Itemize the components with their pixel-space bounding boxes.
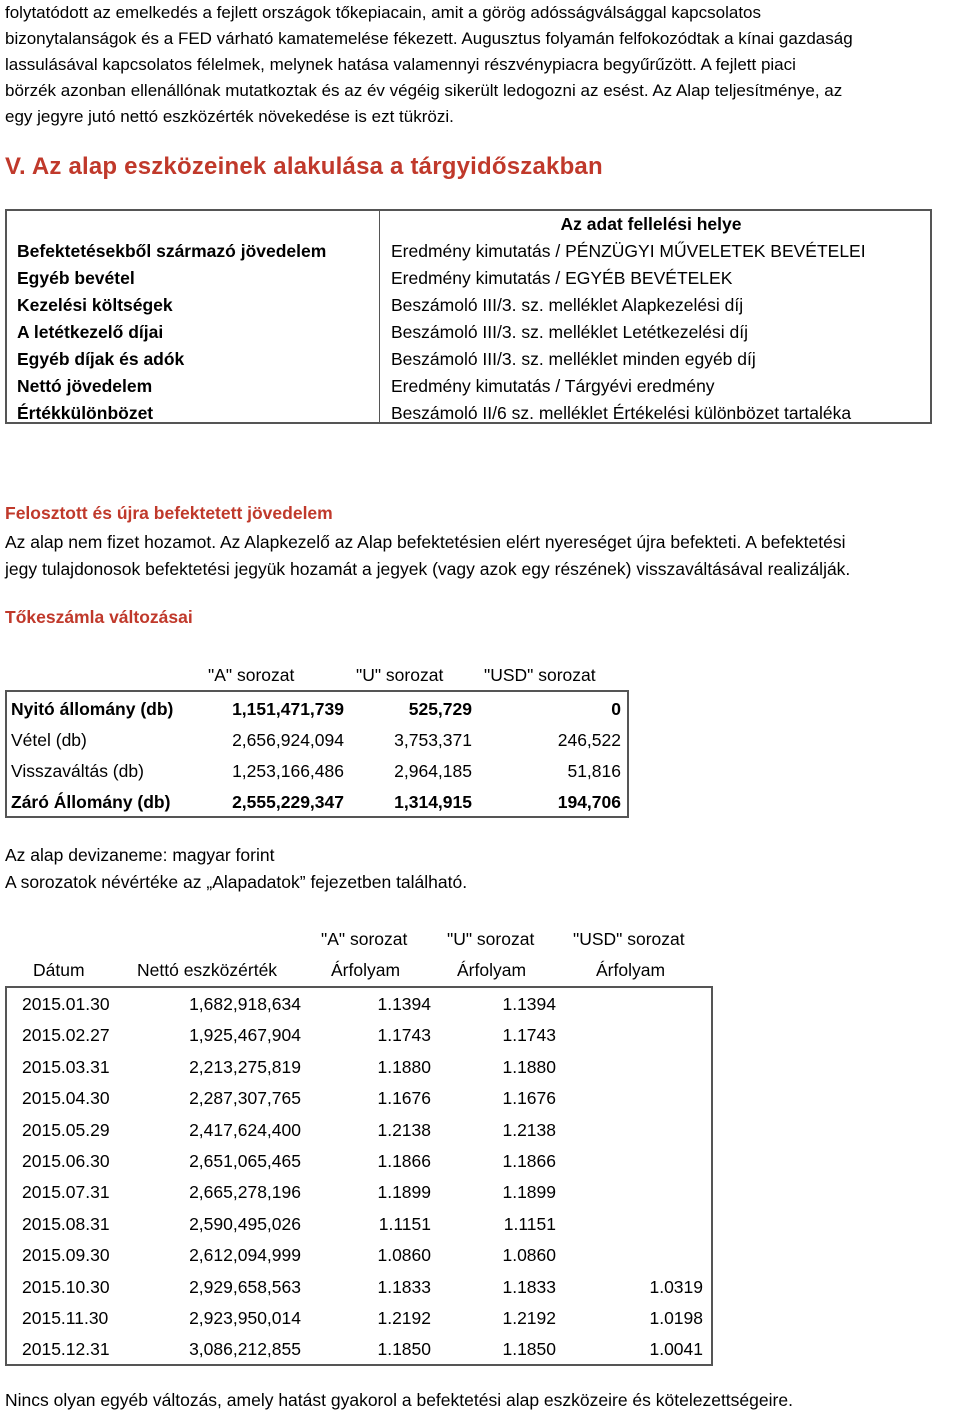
distributed-line: jegy tulajdonosok befektetési jegyük hozamát a jegyek (vagy azok egy részének) visszaváltásával realizálják. <box>5 559 851 579</box>
table-row <box>7 1115 711 1147</box>
date-cell: 2015.04.30 <box>22 1088 110 1109</box>
price-usd-cell: 1.0041 <box>649 1339 703 1360</box>
price-u-cell: 1.1899 <box>502 1182 556 1203</box>
price-a-cell: 1.2138 <box>377 1119 431 1140</box>
price-u-cell: 1.1866 <box>502 1151 556 1171</box>
table-row <box>7 756 627 787</box>
value-usd: 0 <box>611 699 621 719</box>
date-cell: 2015.07.31 <box>22 1182 110 1203</box>
distributed-heading: Felosztott és újra befektetett jövedelem <box>5 503 333 523</box>
asset-source: Beszámoló III/3. sz. melléklet Letétkezelési díj <box>391 322 748 342</box>
date-cell: 2015.10.30 <box>22 1276 110 1297</box>
nav-header-price-u: Árfolyam <box>457 960 527 980</box>
row-label: Záró Állomány (db) <box>11 792 171 812</box>
asset-source: Eredmény kimutatás / PÉNZÜGYI MŰVELETEK BEVÉTELEI <box>391 241 866 261</box>
price-a-cell: 1.0860 <box>377 1245 431 1266</box>
price-a-cell: 1.1850 <box>377 1339 431 1360</box>
asset-sources-column <box>391 211 911 427</box>
nav-cell: 2,665,278,196 <box>189 1182 301 1203</box>
nav-cell: 2,923,950,014 <box>189 1308 301 1328</box>
nav-cell: 1,682,918,634 <box>189 994 301 1014</box>
sources-header: Az adat fellelési helye <box>560 214 742 234</box>
price-u-cell: 1.2138 <box>502 1119 556 1140</box>
price-usd-cell: 1.0319 <box>649 1276 703 1297</box>
asset-item: Kezelési költségek <box>17 295 173 315</box>
table-row <box>7 694 627 725</box>
date-cell: 2015.01.30 <box>22 994 110 1014</box>
nav-header-price-a: Árfolyam <box>331 960 401 980</box>
date-cell: 2015.11.30 <box>22 1308 109 1328</box>
asset-source: Eredmény kimutatás / EGYÉB BEVÉTELEK <box>391 268 733 288</box>
nav-cell: 2,929,658,563 <box>189 1276 301 1297</box>
table-row <box>7 1020 711 1052</box>
value-a: 1,253,166,486 <box>232 761 344 781</box>
table-row <box>7 1334 711 1366</box>
asset-item: Egyéb díjak és adók <box>17 349 185 369</box>
price-a-cell: 1.1743 <box>377 1025 431 1046</box>
table-row <box>7 787 627 818</box>
value-usd: 194,706 <box>557 792 621 812</box>
nav-header-u: "U" sorozat <box>447 929 535 949</box>
table-row <box>7 1240 711 1272</box>
table-row <box>7 1303 711 1335</box>
price-u-cell: 1.1151 <box>503 1213 556 1234</box>
nav-table <box>5 986 713 1366</box>
price-a-cell: 1.1899 <box>377 1182 431 1203</box>
capital-col-usd: "USD" sorozat <box>484 665 596 685</box>
face-value-note: A sorozatok névértéke az „Alapadatok” fejezetben található. <box>5 872 468 892</box>
price-u-cell: 1.1833 <box>502 1276 556 1297</box>
value-u: 525,729 <box>408 699 472 719</box>
table-row <box>7 989 711 1021</box>
capital-heading: Tőkeszámla változásai <box>5 607 193 627</box>
value-usd: 51,816 <box>567 761 621 781</box>
intro-line: börzék azonban ellenállónak mutatkoztak és az év végéig sikerült ledogozni az esést. Az Alap teljesítménye, az <box>5 81 843 100</box>
price-a-cell: 1.2192 <box>377 1308 431 1328</box>
intro-line: bizonytalanságok és a FED várható kamatemelése fékezett. Augusztus folyamán felfokozódtak a kínai gazdaság <box>5 29 853 48</box>
date-cell: 2015.05.29 <box>22 1119 110 1140</box>
nav-header-usd: "USD" sorozat <box>573 929 685 949</box>
nav-cell: 2,213,275,819 <box>189 1056 301 1077</box>
intro-line: egy jegyre jutó nettó eszközérték növekedése is ezt tükrözi. <box>5 107 454 126</box>
asset-source-table <box>5 209 932 424</box>
asset-item: Befektetésekből származó jövedelem <box>17 241 327 261</box>
nav-cell: 2,287,307,765 <box>189 1088 301 1109</box>
nav-header-price-usd: Árfolyam <box>596 960 666 980</box>
date-cell: 2015.12.31 <box>22 1339 110 1360</box>
asset-item: Értékkülönbözet <box>17 403 154 423</box>
nav-header-nav: Nettó eszközérték <box>137 960 278 980</box>
asset-source: Eredmény kimutatás / Tárgyévi eredmény <box>391 376 715 396</box>
price-a-cell: 1.1394 <box>377 994 431 1014</box>
nav-cell: 1,925,467,904 <box>189 1025 301 1046</box>
distributed-paragraph <box>5 529 960 583</box>
nav-header-date: Dátum <box>33 960 85 980</box>
capital-table <box>5 690 629 818</box>
distributed-line: Az alap nem fizet hozamot. Az Alapkezelő az Alap befektetésien elért nyereséget újra befekteti. A befektetési <box>5 532 846 552</box>
value-u: 1,314,915 <box>394 792 472 812</box>
value-u: 3,753,371 <box>394 730 472 750</box>
intro-line: folytatódott az emelkedés a fejlett országok tőkepiacain, amit a görög adósságválsággal kapcsolatos <box>5 3 762 22</box>
nav-cell: 2,651,065,465 <box>189 1151 301 1171</box>
price-a-cell: 1.1866 <box>377 1151 431 1171</box>
table-divider <box>379 211 380 422</box>
date-cell: 2015.09.30 <box>22 1245 110 1266</box>
asset-source: Beszámoló II/6 sz. melléklet Értékelési különbözet tartaléka <box>391 403 852 423</box>
nav-cell: 2,417,624,400 <box>189 1119 301 1140</box>
date-cell: 2015.08.31 <box>22 1213 110 1234</box>
capital-notes <box>5 842 960 896</box>
asset-source: Beszámoló III/3. sz. melléklet minden egyéb díj <box>391 349 756 369</box>
asset-source: Beszámoló III/3. sz. melléklet Alapkezelési díj <box>391 295 744 315</box>
table-row <box>7 1052 711 1084</box>
price-a-cell: 1.1833 <box>377 1276 431 1297</box>
price-a-cell: 1.1151 <box>378 1213 431 1234</box>
table-row <box>7 1209 711 1241</box>
nav-cell: 2,612,094,999 <box>189 1245 301 1266</box>
price-usd-cell: 1.0198 <box>649 1308 703 1328</box>
table-row <box>7 1272 711 1304</box>
date-cell: 2015.02.27 <box>22 1025 110 1046</box>
price-u-cell: 1.2192 <box>502 1308 556 1328</box>
price-a-cell: 1.1676 <box>377 1088 431 1109</box>
value-a: 2,656,924,094 <box>232 730 344 750</box>
price-u-cell: 1.1676 <box>502 1088 556 1109</box>
date-cell: 2015.06.30 <box>22 1151 110 1171</box>
date-cell: 2015.03.31 <box>22 1056 110 1077</box>
price-u-cell: 1.1880 <box>502 1056 556 1077</box>
price-u-cell: 1.0860 <box>502 1245 556 1266</box>
row-label: Nyitó állomány (db) <box>11 699 174 719</box>
row-label: Visszaváltás (db) <box>11 761 144 781</box>
value-u: 2,964,185 <box>394 761 472 781</box>
nav-cell: 2,590,495,026 <box>189 1213 301 1234</box>
nav-header-a: "A" sorozat <box>321 929 408 949</box>
price-u-cell: 1.1850 <box>502 1339 556 1360</box>
price-u-cell: 1.1743 <box>502 1025 556 1046</box>
value-a: 2,555,229,347 <box>232 792 344 812</box>
table-row <box>7 1177 711 1209</box>
price-a-cell: 1.1880 <box>377 1056 431 1077</box>
asset-item: Nettó jövedelem <box>17 376 153 396</box>
table-row <box>7 1146 711 1178</box>
price-u-cell: 1.1394 <box>502 994 556 1014</box>
section-title: V. Az alap eszközeinek alakulása a tárgyidőszakban <box>5 153 603 180</box>
value-usd: 246,522 <box>557 730 621 750</box>
table-row <box>7 725 627 756</box>
capital-col-u: "U" sorozat <box>356 665 444 685</box>
capital-col-a: "A" sorozat <box>208 665 295 685</box>
intro-paragraph <box>5 0 957 130</box>
asset-items-column <box>17 238 326 427</box>
footer-note: Nincs olyan egyéb változás, amely hatást gyakorol a befektetési alap eszközeire és kötelezettségeire. <box>5 1390 793 1410</box>
table-row <box>7 1083 711 1115</box>
row-label: Vétel (db) <box>11 730 87 750</box>
nav-cell: 3,086,212,855 <box>189 1339 301 1360</box>
asset-item: A letétkezelő díjai <box>17 322 164 342</box>
intro-line: lassulásával kapcsolatos félelmek, melynek hatása valamennyi részvénypiacra begyűrűzött. A fejlett piaci <box>5 55 796 74</box>
asset-item: Egyéb bevétel <box>17 268 135 288</box>
value-a: 1,151,471,739 <box>232 699 344 719</box>
currency-note: Az alap devizaneme: magyar forint <box>5 845 275 865</box>
